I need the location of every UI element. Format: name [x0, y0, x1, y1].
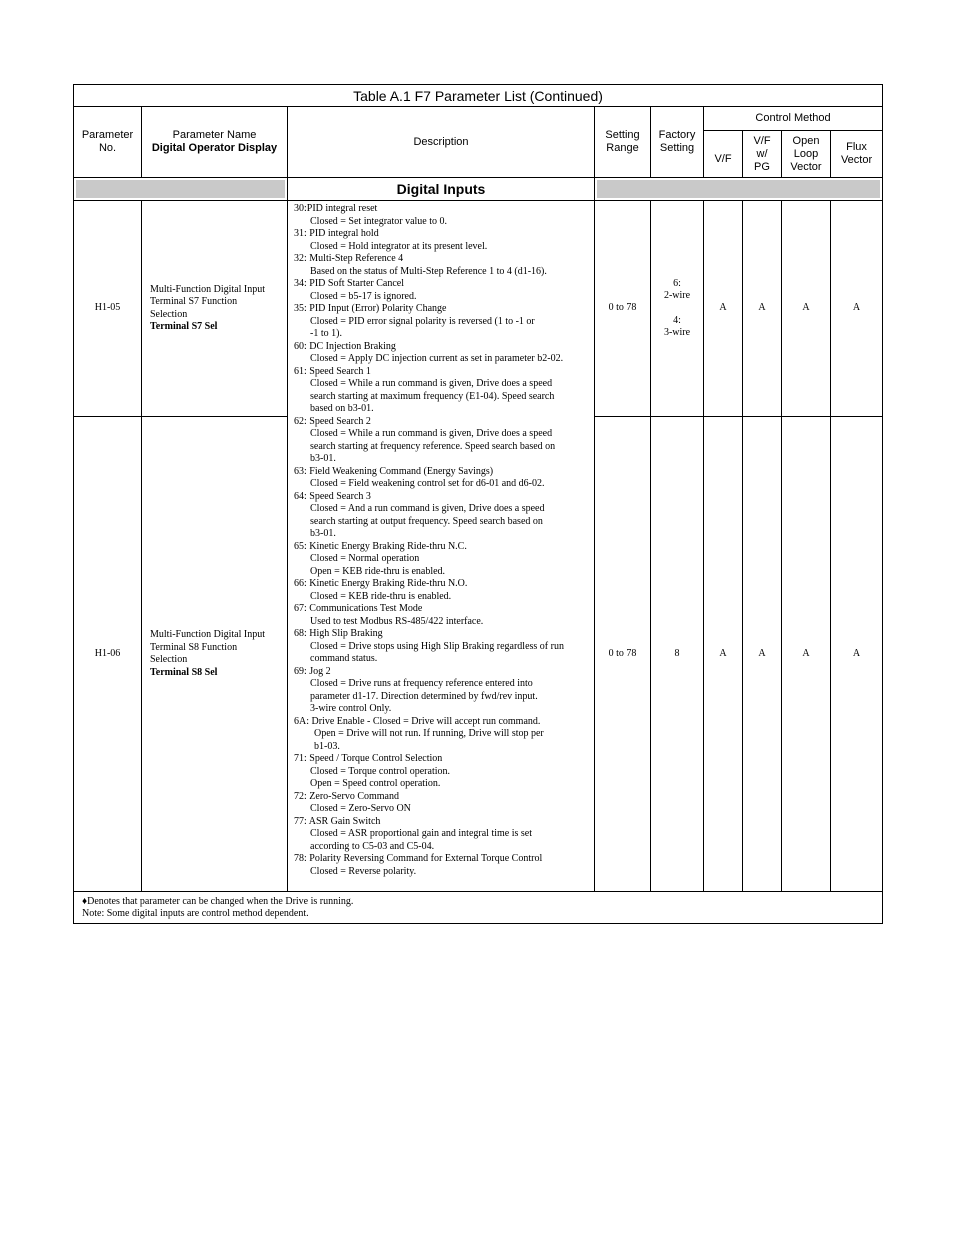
param-name: Multi-Function Digital Input Terminal S7 Function Selection Terminal S7 Sel — [142, 201, 288, 417]
factory-setting: 8 — [651, 417, 704, 892]
section-gray-right — [595, 178, 883, 201]
header-vf-pg: V/F w/ PG — [743, 131, 782, 178]
header-control-method: Control Method — [704, 107, 883, 131]
header-parameter-no: Parameter No. — [74, 107, 142, 178]
table-notes — [74, 892, 883, 924]
section-title: Digital Inputs — [288, 178, 595, 201]
setting-range: 0 to 78 — [595, 201, 651, 417]
control-vf-pg: A — [743, 417, 782, 892]
header-flux-vector: Flux Vector — [831, 131, 883, 178]
control-vf-pg: A — [743, 201, 782, 417]
note-running-change: ♦Denotes that parameter can be changed when the Drive is running. — [82, 895, 354, 907]
control-vf: A — [704, 201, 743, 417]
header-setting-range: Setting Range — [595, 107, 651, 178]
header-open-loop-vector: Open Loop Vector — [782, 131, 831, 178]
control-flux-vector: A — [831, 201, 883, 417]
header-parameter-name: Parameter Name Digital Operator Display — [142, 107, 288, 178]
param-description: 30:PID integral reset Closed = Set integrator value to 0. 31: PID integral hold Closed = Hold integrator at its present level. 32: Multi-Step Reference 4 Based on the status of Multi-Step Reference 1 to 4 (d1-16). 34: PID Soft Starter Cancel Closed = b5-17 is ignored. 35: PID Input (Error) Polarity Change Closed = PID error signal polarity is reversed (1 to -1 or -1 to 1). 60: DC Injection Braking Closed = Apply DC injection current as set in parameter b2-02. 61: Speed Search 1 Closed = While a run command is given, Drive does a speed search starting at maximum frequency (E1-04). Speed search based on b3-01. 62: Speed Search 2 Closed = While a run command is given, Drive does a speed search starting at frequency reference. Speed search based on b3-01. 63: Field Weakening Command (Energy Savings) Closed = Field weakening control set for d6-01 and d6-02. 64: Speed Search 3 Closed = And a run command is given, Drive does a speed search starting at output frequency. Speed search based on b3-01. 65: Kinetic Energy Braking Ride-thru N.C. Closed = Normal operation Open = KEB ride-thru is enabled. 66: Kinetic Energy Braking Ride-thru N.O. Closed = KEB ride-thru is enabled. 67: Communications Test Mode Used to test Modbus RS-485/422 interface. 68: High Slip Braking Closed = Drive stops using High Slip Braking regardless of run command status. 69: Jog 2 Closed = Drive runs at frequency reference entered into parameter d1-17. Direction determined by fwd/rev input. 3-wire control Only. 6A: Drive Enable - Closed = Drive will accept run command. Open = Drive will not run. If running, Drive will stop per b1-03. 71: Speed / Torque Control Selection Closed = Torque control operation. Open = Speed control operation. 72: Zero-Servo Command Closed = Zero-Servo ON 77: ASR Gain Switch Closed = ASR proportional gain and integral time is set according to C5-03 and C5-04. 78: Polarity Reversing Command for External Torque Control Closed = Reverse polarity. — [288, 201, 595, 892]
section-gray-left — [74, 178, 288, 201]
table-title: Table A.1 F7 Parameter List (Continued) — [74, 85, 883, 107]
param-name: Multi-Function Digital Input Terminal S8 Function Selection Terminal S8 Sel — [142, 417, 288, 892]
note-control-method: Note: Some digital inputs are control method dependent. — [82, 908, 309, 919]
header-factory-setting: Factory Setting — [651, 107, 704, 178]
parameter-table — [73, 84, 883, 924]
header-description: Description — [288, 107, 595, 178]
factory-setting: 6: 2-wire 4: 3-wire — [651, 201, 704, 417]
header-vf: V/F — [704, 131, 743, 178]
control-open-loop-vector: A — [782, 417, 831, 892]
param-no: H1-05 — [74, 201, 142, 417]
control-vf: A — [704, 417, 743, 892]
control-open-loop-vector: A — [782, 201, 831, 417]
control-flux-vector: A — [831, 417, 883, 892]
param-no: H1-06 — [74, 417, 142, 892]
table-row — [74, 201, 883, 417]
setting-range: 0 to 78 — [595, 417, 651, 892]
